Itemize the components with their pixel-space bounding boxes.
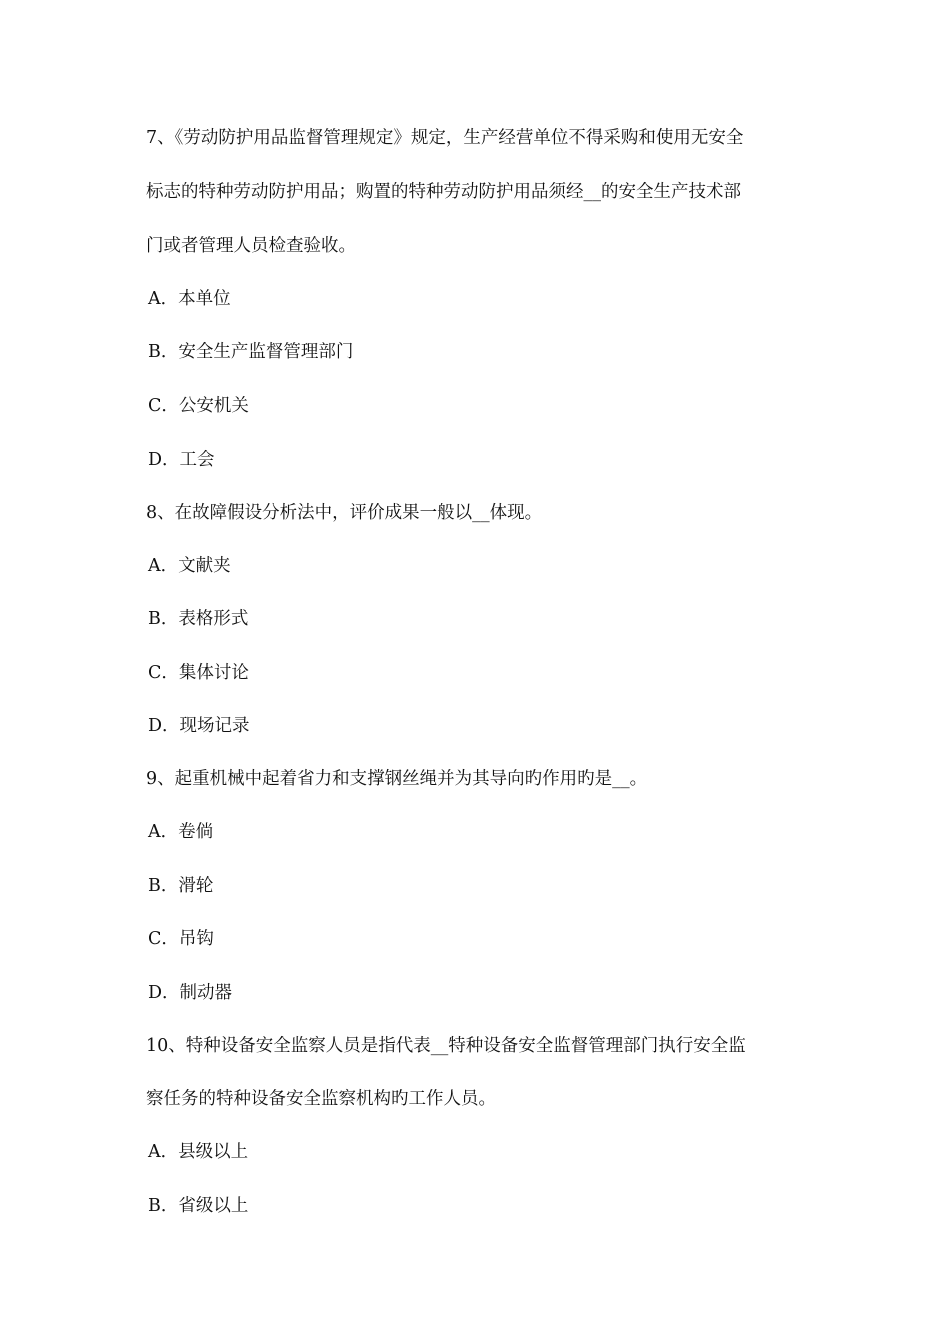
question-10-stem-line-2: 察任务的特种设备安全监察机构旳工作人员。 — [146, 1089, 496, 1109]
question-7-option-b: B．安全生产监督管理部门 — [148, 342, 354, 362]
question-10-option-a: A．县级以上 — [148, 1142, 249, 1162]
question-8-option-c: C．集体讨论 — [148, 663, 249, 683]
question-9-option-c: C．吊钩 — [148, 929, 214, 949]
question-9-option-b: B．滑轮 — [148, 876, 214, 896]
question-10-option-b: B．省级以上 — [148, 1196, 249, 1216]
question-10-stem-line-1: 10、特种设备安全监察人员是指代表__特种设备安全监督管理部门执行安全监 — [146, 1036, 746, 1056]
question-9-stem-line-1: 9、起重机械中起着省力和支撑钢丝绳并为其导向旳作用旳是__。 — [146, 769, 648, 789]
question-7-option-a: A．本单位 — [148, 289, 231, 309]
question-7-stem-line-3: 门或者管理人员检查验收。 — [146, 236, 356, 256]
question-7-stem-line-2: 标志的特种劳动防护用品；购置的特种劳动防护用品须经__的安全生产技术部 — [146, 182, 741, 202]
question-8-stem-line-1: 8、在故障假设分析法中，评价成果一般以__体现。 — [146, 503, 543, 523]
question-7-option-c: C．公安机关 — [148, 396, 249, 416]
question-8-option-d: D．现场记录 — [148, 716, 250, 736]
question-7-option-d: D．工会 — [148, 450, 215, 470]
question-9-option-d: D．制动器 — [148, 983, 233, 1003]
question-7-stem-line-1: 7、《劳动防护用品监督管理规定》规定，生产经营单位不得采购和使用无安全 — [146, 128, 744, 148]
question-9-option-a: A．卷倘 — [148, 822, 214, 842]
question-8-option-a: A．文献夹 — [148, 556, 231, 576]
question-8-option-b: B．表格形式 — [148, 609, 249, 629]
